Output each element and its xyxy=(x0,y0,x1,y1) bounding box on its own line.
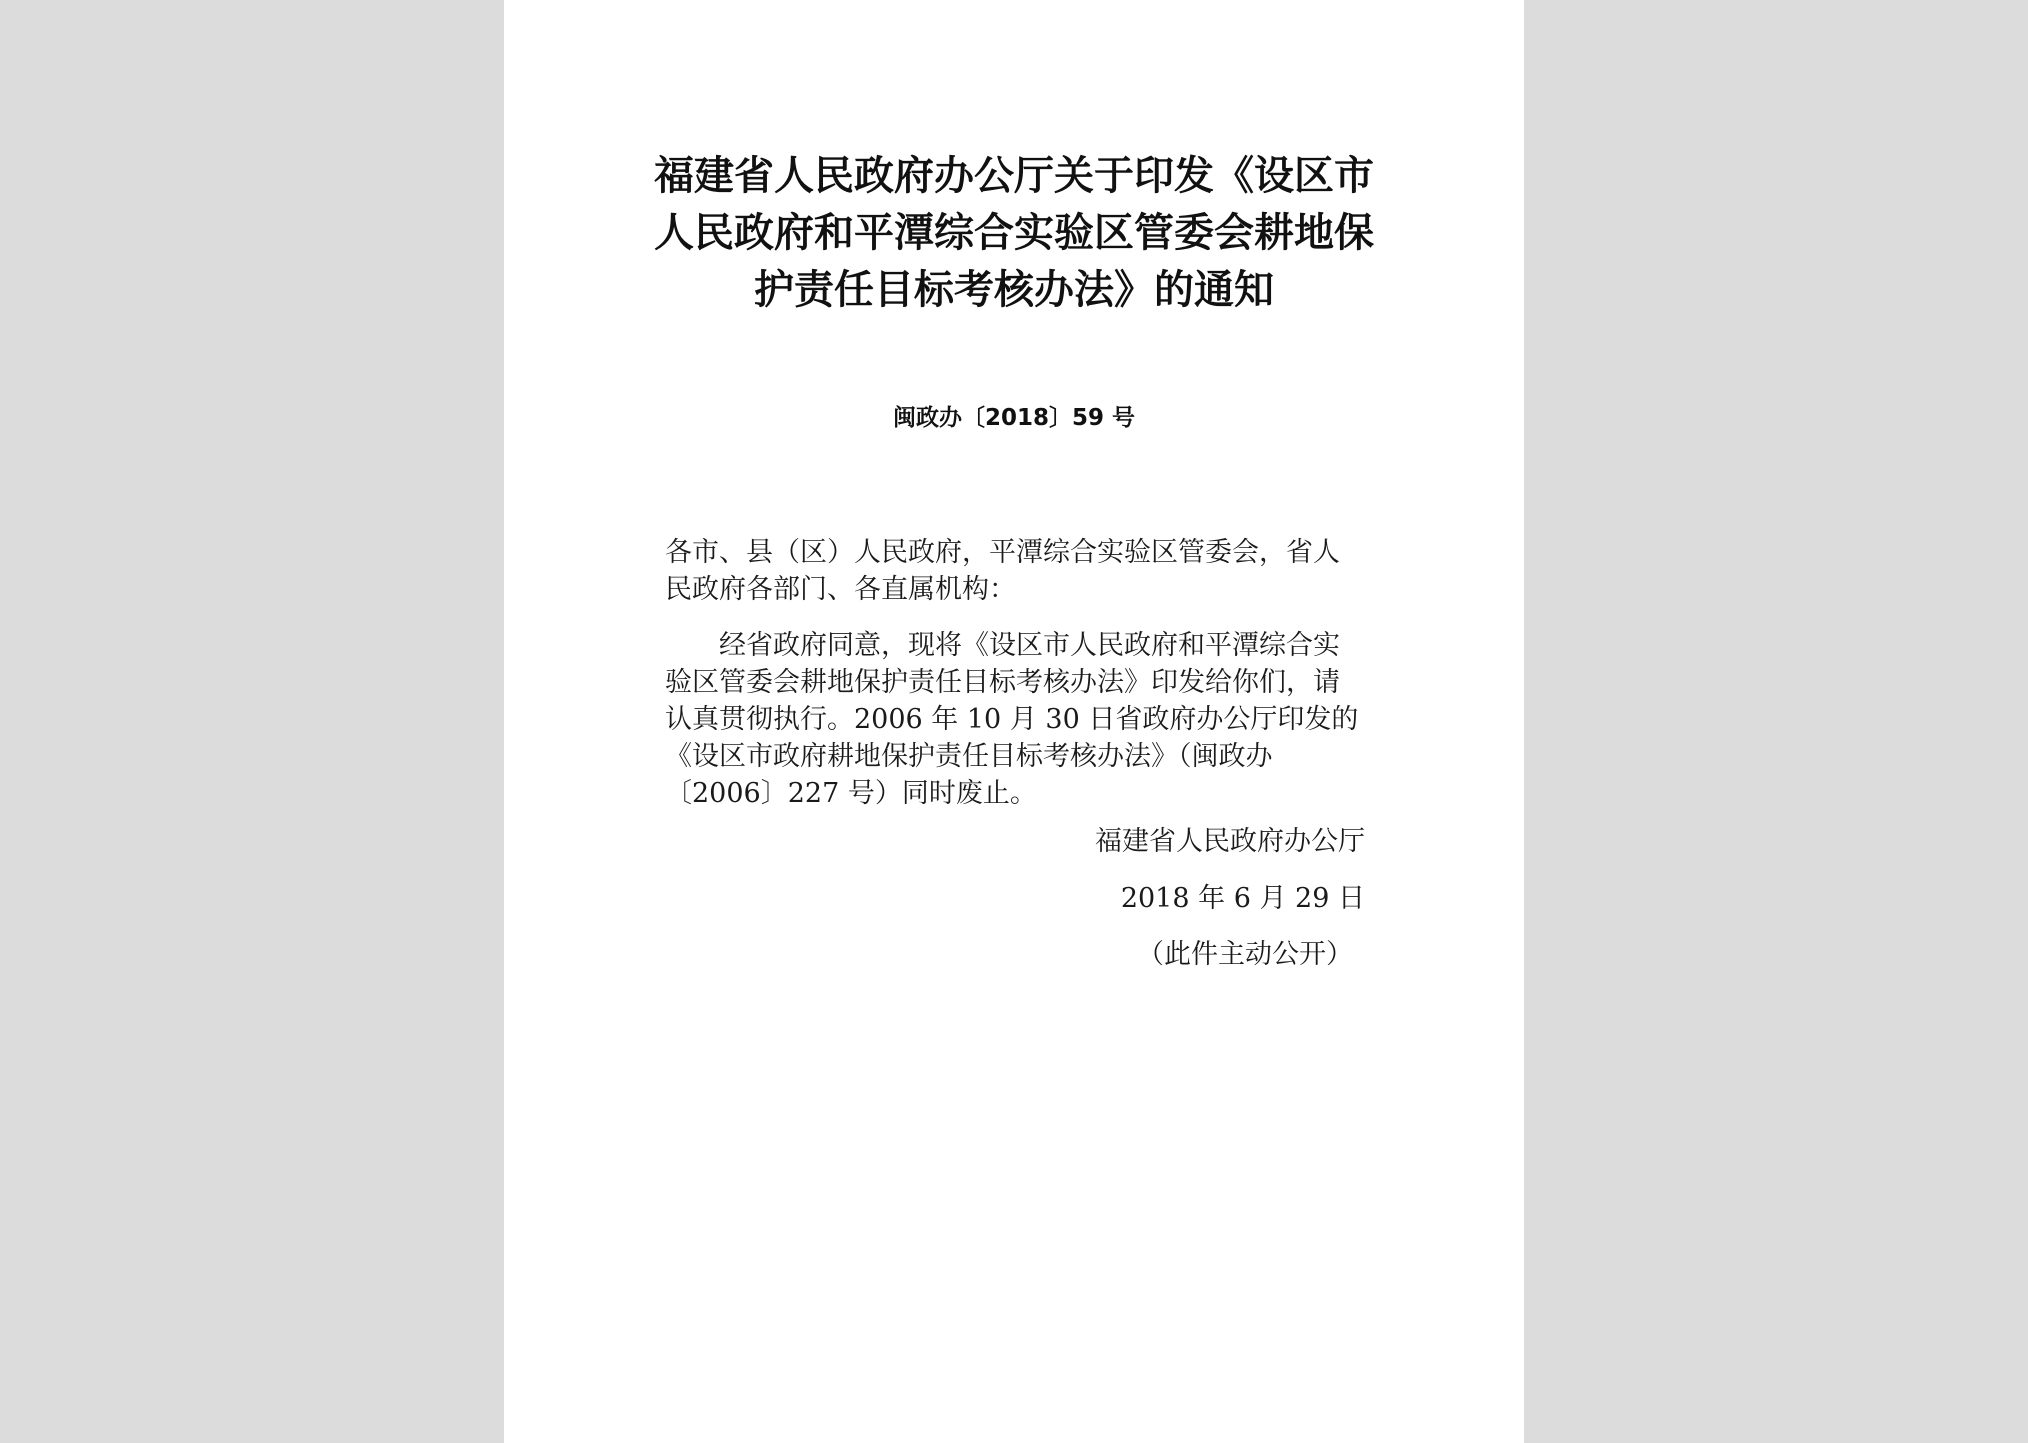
paragraph-line: 验区管委会耕地保护责任目标考核办法》印发给你们，请 xyxy=(665,667,1340,698)
issue-date: 2018 年 6 月 29 日 xyxy=(1120,883,1365,914)
addressee-line: 民政府各部门、各直属机构： xyxy=(665,574,1016,605)
body-paragraph xyxy=(665,627,1365,812)
paragraph-line: 〔2006〕227 号）同时废止。 xyxy=(665,778,1037,809)
title-line: 人民政府和平潭综合实验区管委会耕地保 xyxy=(654,210,1374,256)
disclosure-note: （此件主动公开） xyxy=(1137,939,1353,970)
document-title xyxy=(504,148,1524,319)
issuer-signature: 福建省人民政府办公厅 xyxy=(1095,826,1365,857)
document-number: 闽政办〔2018〕59 号 xyxy=(892,405,1136,431)
title-line: 护责任目标考核办法》的通知 xyxy=(754,267,1274,313)
paragraph-line: 经省政府同意，现将《设区市人民政府和平潭综合实 xyxy=(665,630,1340,661)
title-line: 福建省人民政府办公厅关于印发《设区市 xyxy=(654,153,1374,199)
addressee xyxy=(665,534,1365,608)
document-page xyxy=(504,0,1524,1443)
paragraph-line: 《设区市政府耕地保护责任目标考核办法》（闽政办 xyxy=(665,741,1273,772)
paragraph-line: 认真贯彻执行。2006 年 10 月 30 日省政府办公厅印发的 xyxy=(665,704,1359,735)
addressee-line: 各市、县（区）人民政府，平潭综合实验区管委会，省人 xyxy=(665,537,1340,568)
